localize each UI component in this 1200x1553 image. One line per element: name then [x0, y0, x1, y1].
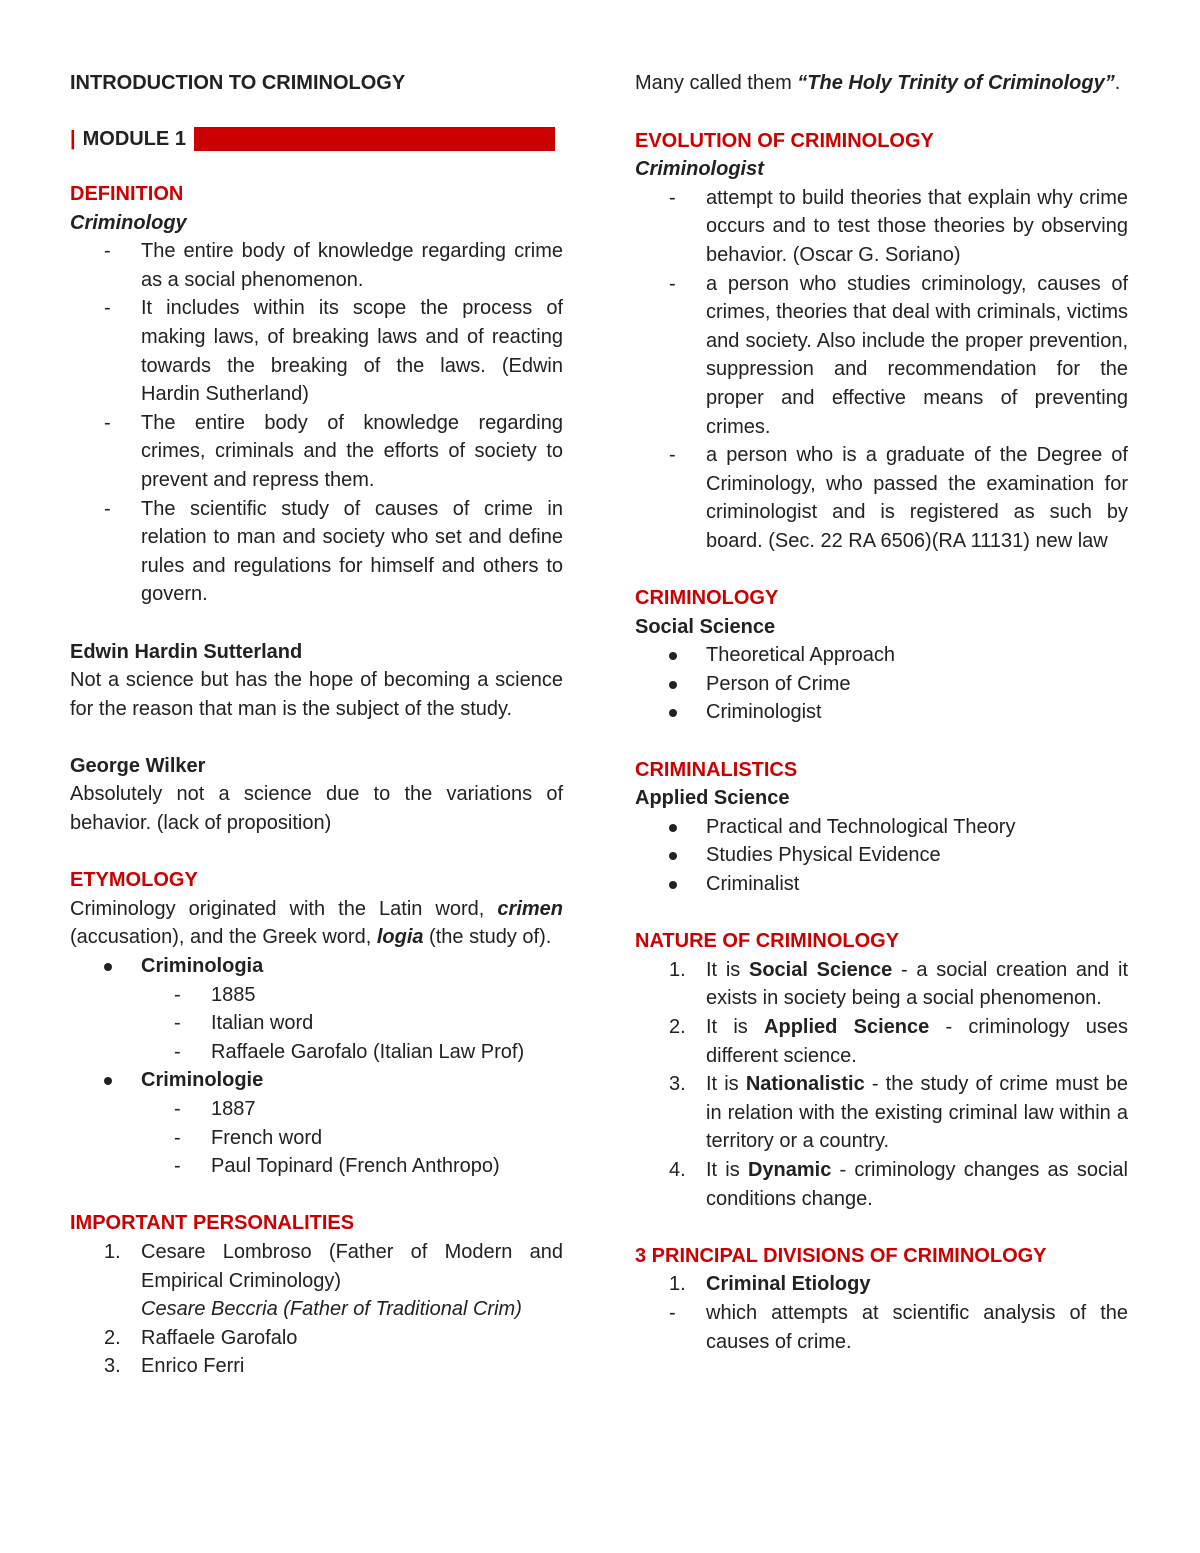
personality-item: [70, 1352, 563, 1381]
etymology-item: [70, 952, 563, 981]
criminology-item-text: Person of Crime: [706, 672, 851, 695]
criminology-item: [635, 641, 1128, 670]
bullet-icon: [669, 881, 677, 889]
list-number: 4.: [669, 1158, 686, 1181]
criminology-heading: CRIMINOLOGY: [635, 587, 779, 610]
criminology-list: [635, 641, 1128, 727]
nature-item: [635, 1156, 1128, 1213]
etymology-text: [70, 895, 563, 952]
nature-bold: Nationalistic: [745, 1073, 865, 1096]
divisions-list: [635, 1270, 1128, 1299]
bullet-icon: [669, 852, 677, 860]
criminalistics-item: [635, 870, 1128, 899]
divisions-heading: 3 PRINCIPAL DIVISIONS OF CRIMINOLOGY: [635, 1244, 1047, 1267]
personality-text: Cesare Lombroso (Father of Modern and Empirical Criminology): [141, 1240, 563, 1292]
criminology-term: Criminology: [70, 211, 187, 234]
document-title: INTRODUCTION TO CRIMINOLOGY: [70, 72, 406, 94]
personality-item: [70, 1238, 563, 1324]
criminalistics-item-text: Criminalist: [706, 873, 800, 896]
etymology-item-label: Criminologie: [141, 1069, 264, 1092]
etymology-subitem: - 1885: [70, 981, 563, 1010]
right-column: [635, 68, 1128, 1356]
list-number: 3.: [104, 1355, 121, 1378]
left-column: [70, 68, 563, 1381]
criminology-item-text: Criminologist: [706, 701, 822, 724]
trinity-text: [635, 68, 1128, 98]
etymology-subitem: - Raffaele Garofalo (Italian Law Prof): [70, 1038, 563, 1067]
nature-post: - criminology uses different science.: [706, 1016, 1129, 1067]
nature-pre: It is: [706, 1073, 746, 1096]
personalities-list: [70, 1238, 563, 1381]
applied-science-term: Applied Science: [635, 787, 790, 810]
personality-note: Cesare Beccria (Father of Traditional Crim): [141, 1298, 522, 1321]
etymology-list: [70, 1066, 563, 1095]
nature-bold: Social Science: [749, 958, 893, 981]
etymology-list: [70, 952, 563, 981]
trinity-prefix: Many called them: [635, 72, 798, 94]
list-number: 3.: [669, 1073, 686, 1096]
latin-word: crimen: [497, 897, 563, 920]
trinity-suffix: .: [1114, 72, 1121, 94]
definition-item: - The entire body of knowledge regarding crime as a social phenomenon.: [70, 237, 563, 294]
personalities-heading: IMPORTANT PERSONALITIES: [70, 1212, 355, 1235]
personality-text: Enrico Ferri: [141, 1355, 245, 1378]
etymology-item-label: Criminologia: [141, 955, 264, 978]
definition-heading: DEFINITION: [70, 183, 184, 205]
criminology-item: [635, 670, 1128, 699]
bullet-icon: [104, 1077, 112, 1085]
etymology-text-part: (the study of).: [423, 926, 552, 949]
etymology-sublist: [70, 981, 563, 1067]
nature-item: [635, 956, 1128, 1013]
sutterland-text: Not a science but has the hope of becoming a science for the reason that man is the subject of the study.: [70, 669, 563, 720]
list-number: 1.: [669, 958, 686, 981]
criminalistics-item: [635, 841, 1128, 870]
list-number: 1.: [104, 1240, 121, 1263]
evolution-item: - attempt to build theories that explain why crime occurs and to test those theories by observing behavior. (Oscar G. Soriano): [635, 184, 1128, 270]
module-red-bar: [194, 127, 555, 151]
greek-word: logia: [376, 926, 424, 949]
nature-post: - the study of crime must be in relation with the existing criminal law within a territory or a country.: [706, 1073, 1128, 1153]
nature-heading: NATURE OF CRIMINOLOGY: [635, 930, 900, 953]
definition-item: - The scientific study of causes of crime in relation to man and society who set and define rules and regulations for himself and others to govern.: [70, 495, 563, 609]
bullet-icon: [669, 824, 677, 832]
social-science-term: Social Science: [635, 615, 776, 638]
nature-list: [635, 956, 1128, 1213]
bullet-icon: [669, 709, 677, 717]
criminology-item-text: Theoretical Approach: [706, 644, 896, 667]
definition-item: - It includes within its scope the process of making laws, of breaking laws and of reacting towards the breaking of the laws. (Edwin Hardin Sutherland): [70, 294, 563, 408]
division-item: [635, 1270, 1128, 1299]
evolution-item: - a person who is a graduate of the Degree of Criminology, who passed the examination for criminologist and is registered as such by board. (Sec. 22 RA 6506)(RA 11131) new law: [635, 441, 1128, 555]
evolution-list: [635, 184, 1128, 556]
criminalistics-item-text: Studies Physical Evidence: [706, 844, 941, 867]
wilker-text: Absolutely not a science due to the variations of behavior. (lack of proposition): [70, 783, 563, 835]
criminalistics-heading: CRIMINALISTICS: [635, 758, 798, 781]
etymology-item: [70, 1066, 563, 1095]
module-pipe: |: [70, 127, 76, 150]
division-label: Criminal Etiology: [706, 1273, 871, 1296]
nature-pre: It is: [706, 1016, 765, 1038]
division-desc-list: [635, 1299, 1128, 1356]
personality-text: Raffaele Garofalo: [141, 1326, 298, 1349]
etymology-text-part: Criminology originated with the Latin word,: [70, 897, 498, 920]
definition-list: [70, 237, 563, 609]
nature-post: - criminology changes as social conditions change.: [706, 1158, 1128, 1210]
etymology-sublist: [70, 1095, 563, 1181]
criminalistics-item: [635, 813, 1128, 842]
module-header: [70, 124, 563, 154]
nature-item: [635, 1070, 1128, 1156]
nature-pre: It is: [706, 958, 749, 981]
evolution-heading: EVOLUTION OF CRIMINOLOGY: [635, 129, 934, 152]
nature-post: - a social creation and it exists in society being a social phenomenon.: [706, 958, 1129, 1010]
bullet-icon: [669, 652, 677, 660]
criminalistics-list: [635, 813, 1128, 899]
nature-bold: Dynamic: [747, 1158, 832, 1181]
etymology-subitem: - French word: [70, 1124, 563, 1153]
division-desc: - which attempts at scientific analysis of the causes of crime.: [635, 1299, 1128, 1356]
etymology-text-part: (accusation), and the Greek word,: [70, 926, 377, 949]
sutterland-name: Edwin Hardin Sutterland: [70, 640, 303, 663]
nature-bold: Applied Science: [764, 1016, 930, 1038]
personality-item: [70, 1324, 563, 1353]
etymology-subitem: - Italian word: [70, 1009, 563, 1038]
nature-item: [635, 1013, 1128, 1070]
etymology-subitem: - Paul Topinard (French Anthropo): [70, 1152, 563, 1181]
list-number: 2.: [104, 1326, 121, 1349]
module-label: MODULE 1: [82, 127, 186, 150]
bullet-icon: [104, 963, 112, 971]
nature-pre: It is: [706, 1158, 748, 1181]
trinity-quote: “The Holy Trinity of Criminology”: [797, 72, 1115, 94]
definition-item: - The entire body of knowledge regarding crimes, criminals and the efforts of society to prevent and repress them.: [70, 409, 563, 495]
etymology-subitem: - 1887: [70, 1095, 563, 1124]
etymology-heading: ETYMOLOGY: [70, 869, 198, 892]
list-number: 1.: [669, 1273, 686, 1296]
list-number: 2.: [669, 1016, 686, 1038]
criminology-item: [635, 698, 1128, 727]
bullet-icon: [669, 681, 677, 689]
criminologist-term: Criminologist: [635, 158, 764, 181]
criminalistics-item-text: Practical and Technological Theory: [706, 815, 1016, 838]
evolution-item: - a person who studies criminology, causes of crimes, theories that deal with criminals, victims and society. Also include the proper prevention, suppression and recommendation for the proper and effective means of preventing crimes.: [635, 270, 1128, 442]
wilker-name: George Wilker: [70, 754, 206, 777]
